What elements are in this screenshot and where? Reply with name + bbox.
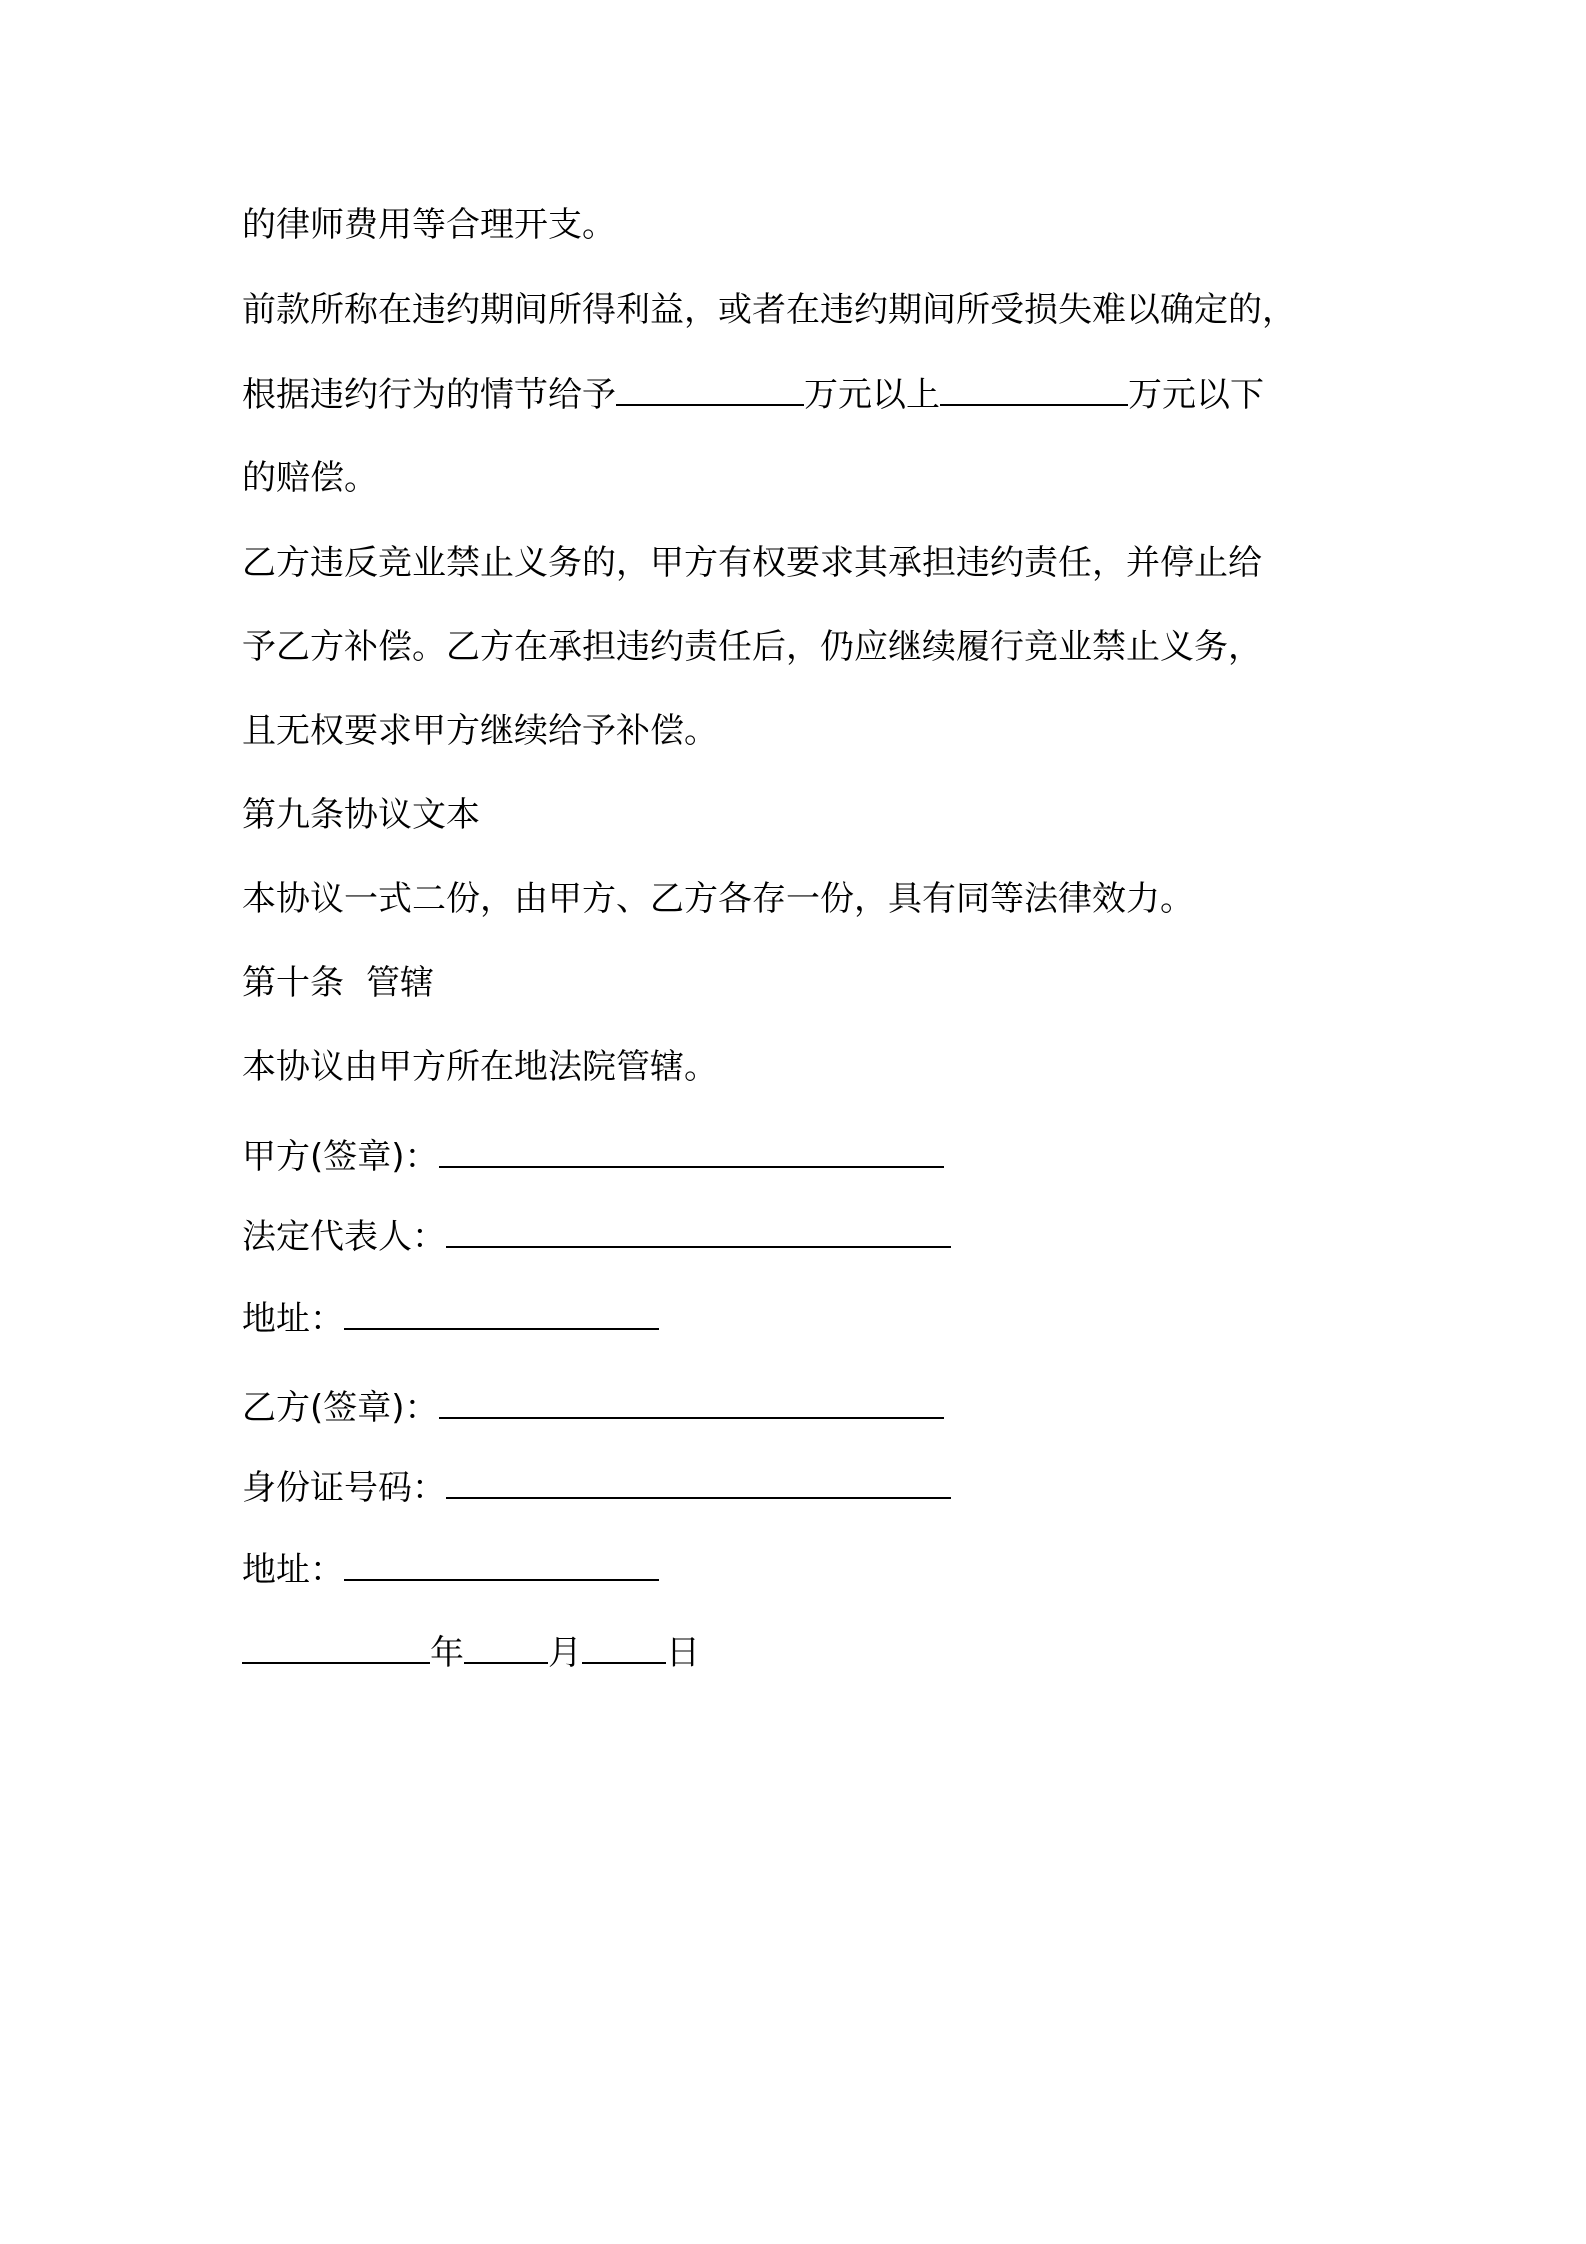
year-label: 年	[430, 1633, 464, 1673]
article-9-heading: 第九条协议文本	[242, 795, 480, 835]
paragraph-line: 的律师费用等合理开支。	[242, 205, 616, 245]
field-label: 甲方(签章)：	[242, 1137, 439, 1177]
paragraph-line: 前款所称在违约期间所得利益，或者在违约期间所受损失难以确定的，	[242, 290, 1296, 330]
fill-blank	[446, 1467, 951, 1499]
paragraph-line: 予乙方补偿。乙方在承担违约责任后，仍应继续履行竞业禁止义务，	[242, 627, 1262, 667]
fill-blank-year	[242, 1632, 430, 1664]
fill-blank	[344, 1549, 659, 1581]
text-segment: 万元以下	[1128, 375, 1264, 415]
article-number: 第十条	[242, 963, 344, 1003]
fill-blank	[439, 1387, 944, 1419]
article-10-body: 本协议由甲方所在地法院管辖。	[242, 1047, 718, 1087]
legal-representative-line	[242, 1216, 951, 1257]
fill-blank-min-amount	[616, 374, 804, 406]
month-label: 月	[548, 1633, 582, 1673]
paragraph-line: 且无权要求甲方继续给予补偿。	[242, 711, 718, 751]
article-10-heading	[242, 963, 434, 1003]
date-line	[242, 1632, 700, 1673]
day-label: 日	[666, 1633, 700, 1673]
article-9-body: 本协议一式二份，由甲方、乙方各存一份，具有同等法律效力。	[242, 879, 1194, 919]
party-a-signature-line	[242, 1136, 944, 1177]
field-label: 乙方(签章)：	[242, 1388, 439, 1428]
paragraph-line: 乙方违反竞业禁止义务的，甲方有权要求其承担违约责任，并停止给	[242, 543, 1262, 583]
field-label: 法定代表人：	[242, 1217, 446, 1257]
field-label: 地址：	[242, 1550, 344, 1590]
fill-blank-day	[582, 1632, 666, 1664]
text-segment: 根据违约行为的情节给予	[242, 375, 616, 415]
paragraph-line: 的赔偿。	[242, 458, 378, 498]
field-label: 身份证号码：	[242, 1468, 446, 1508]
party-a-address-line	[242, 1298, 659, 1339]
article-name: 管辖	[366, 963, 434, 1003]
party-b-address-line	[242, 1549, 659, 1590]
fill-blank	[439, 1136, 944, 1168]
field-label: 地址：	[242, 1299, 344, 1339]
id-number-line	[242, 1467, 951, 1508]
text-segment: 万元以上	[804, 375, 940, 415]
paragraph-line	[242, 374, 1264, 415]
fill-blank-month	[464, 1632, 548, 1664]
party-b-signature-line	[242, 1387, 944, 1428]
fill-blank-max-amount	[940, 374, 1128, 406]
fill-blank	[446, 1216, 951, 1248]
fill-blank	[344, 1298, 659, 1330]
